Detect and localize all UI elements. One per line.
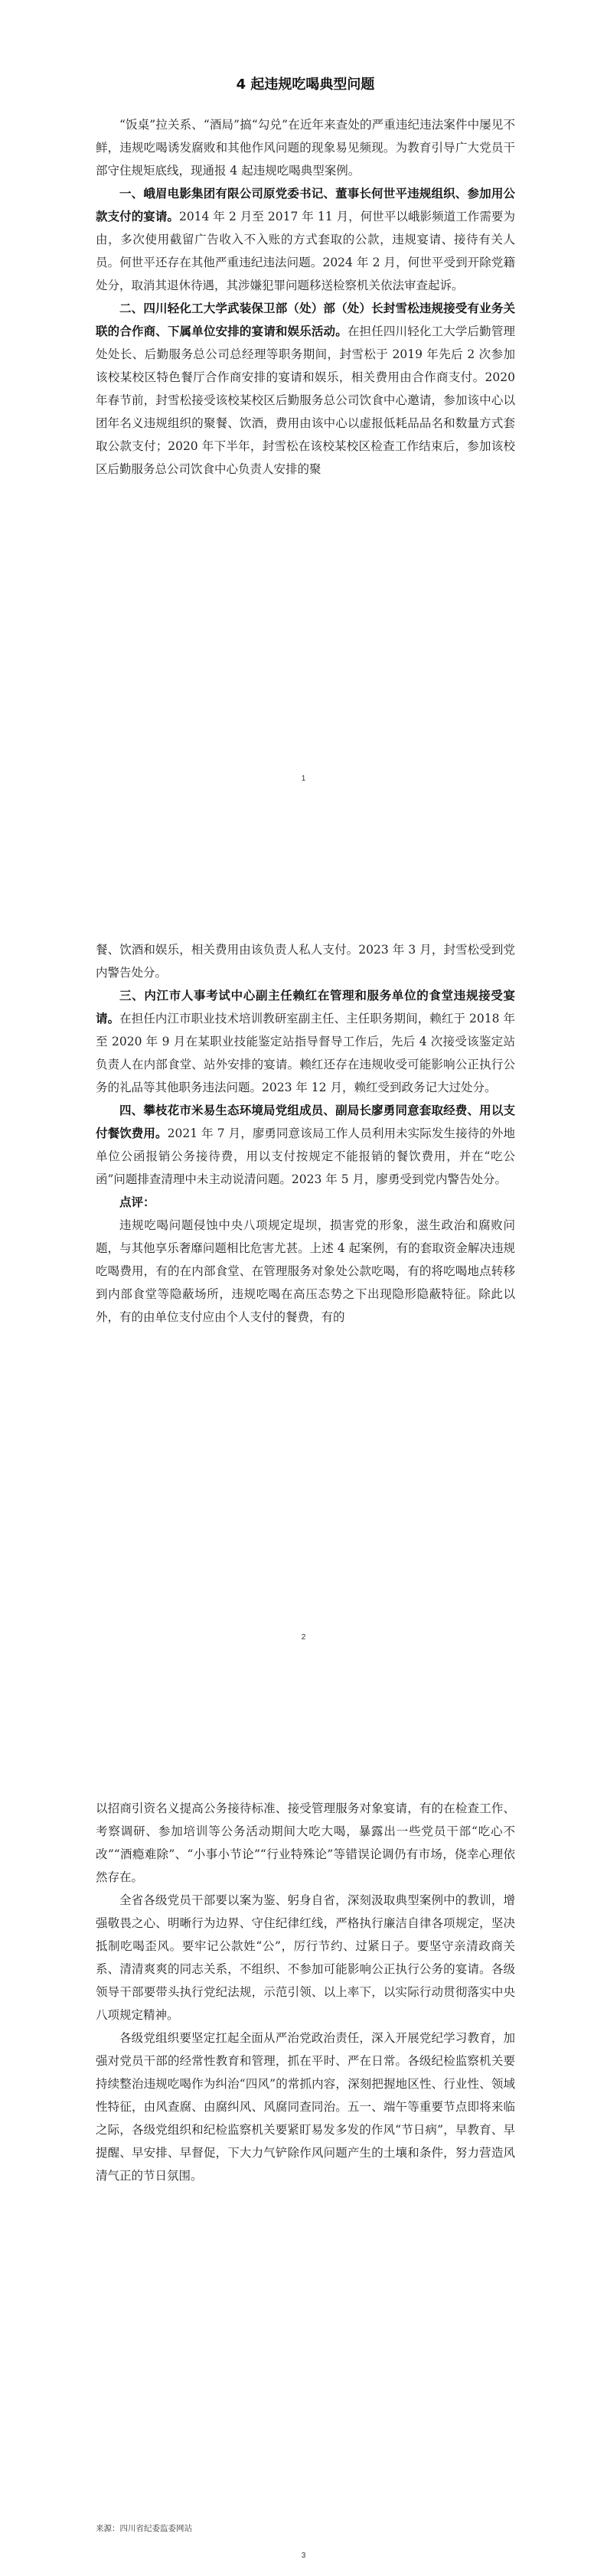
page-2-content xyxy=(96,938,515,1329)
case-2 xyxy=(96,297,515,481)
comment-paragraph-1-part1: 违规吃喝问题侵蚀中央八项规定堤坝，损害党的形象，滋生政治和腐败问题，与其他享乐奢靡问题相比危害尤甚。上述 4 起案例，有的套取资金解决违规吃喝费用，有的在内部食堂、在管理服务对象处公款吃喝，有的将吃喝地点转移到内部食堂等隐蔽场所，违规吃喝在高压态势之下出现隐形隐蔽特征。除此以外，有的由单位支付应由个人支付的餐费，有的 xyxy=(96,1218,515,1324)
case-4 xyxy=(96,1099,515,1191)
case-2-heading: 二、四川轻化工大学武装保卫部（处）部（处）长封雪松违规接受有业务关联的合作商、下属单位安排的宴请和娱乐活动。 xyxy=(96,302,515,338)
case-1-body: 2014 年 2 月至 2017 年 11 月，何世平以峨影频道工作需要为由，多次使用截留广告收入不入账的方式套取的公款，违规宴请、接待有关人员。何世平还存在其他严重违纪违法问题。2024 年 2 月，何世平受到开除党籍处分，取消其退休待遇，其涉嫌犯罪问题移送检察机关依法审查起诉。 xyxy=(96,210,515,292)
comment-label-line xyxy=(96,1191,515,1214)
comment-label: 点评： xyxy=(119,1195,155,1209)
case-2-body-part1: 在担任四川轻化工大学后勤管理处处长、后勤服务总公司总经理等职务期间，封雪松于 2019 年先后 2 次参加该校某校区特色餐厅合作商安排的宴请和娱乐，相关费用由合作商支付。2020 年春节前，封雪松接受该校某校区后勤服务总公司饮食中心邀请，参加该中心以团年名义违规组织的聚餐、饮酒，费用由该中心以虚报低耗品品名和数量方式套取公款支付；2020 年下半年，封雪松在该校某校区检查工作结束后，参加该校区后勤服务总公司饮食中心负责人安排的聚 xyxy=(96,324,515,476)
case-1-heading: 一、峨眉电影集团有限公司原党委书记、董事长何世平违规组织、参加用公款支付的宴请。 xyxy=(96,187,515,223)
case-3-body: 在担任内江市职业技术培训教研室副主任、主任职务期间，赖红于 2018 年至 2020 年 9 月在某职业技能鉴定站指导督导工作后，先后 4 次接受该鉴定站负责人在内部食堂、站外安排的宴请。赖红还存在违规收受可能影响公正执行公务的礼品等其他职务违法问题。2023 年 12 月，赖红受到政务记大过处分。 xyxy=(96,1012,515,1094)
document-title: 4 起违规吃喝典型问题 xyxy=(236,77,375,93)
case-4-heading: 四、攀枝花市米易生态环境局党组成员、副局长廖勇同意套取经费、用以支付餐饮费用。 xyxy=(96,1104,515,1140)
source-note: 来源：四川省纪委监委网站 xyxy=(96,2524,192,2533)
case-4-body: 2021 年 7 月，廖勇同意该局工作人员利用未实际发生接待的外地单位公函报销公务接待费，用以支付按规定不能报销的餐饮费用，并在“吃公函”问题排查清理中未主动说清问题。2023 年 5 月，廖勇受到党内警告处分。 xyxy=(96,1127,515,1186)
page-2 xyxy=(0,859,607,1717)
comment-paragraph-2: 全省各级党员干部要以案为鉴、躬身自省，深刻汲取典型案例中的教训，增强敬畏之心、明晰行为边界、守住纪律红线，严格执行廉洁自律各项规定，坚决抵制吃喝歪风。要牢记公款姓“公”，厉行节约、过紧日子。要坚守亲清政商关系、清清爽爽的同志关系，不组织、不参加可能影响公正执行公务的宴请。各级领导干部要带头执行党纪法规，示范引领、以上率下，以实际行动贯彻落实中央八项规定精神。 xyxy=(96,1893,515,2022)
comment-paragraph-3: 各级党组织要坚定扛起全面从严治党政治责任，深入开展党纪学习教育，加强对党员干部的经常性教育和管理，抓在平时、严在日常。各级纪检监察机关要持续整治违规吃喝作为纠治“四风”的常抓内容，深刻把握地区性、行业性、领域性特征，由风查腐、由腐纠风、风腐同查同治。五一、端午等重要节点即将来临之际，各级党组织和纪检监察机关要紧盯易发多发的作风“节日病”，早教育、早提醒、早安排、早督促，下大力气铲除作风问题产生的土壤和条件，努力营造风清气正的节日氛围。 xyxy=(96,2031,515,2183)
page-3 xyxy=(0,1717,607,2576)
case-3-heading: 三、内江市人事考试中心副主任赖红在管理和服务单位的食堂违规接受宴请。 xyxy=(96,989,515,1026)
comment-paragraph-1-part2: 以招商引资名义提高公务接待标准、接受管理服务对象宴请，有的在检查工作、考察调研、参加培训等公务活动期间大吃大喝，暴露出一些党员干部“吃心不改”“酒瘾难除”、“小事小节论”“行业特殊论”等错误论调仍有市场，侥幸心理依然存在。 xyxy=(96,1802,515,1884)
case-1 xyxy=(96,182,515,297)
page-3-content xyxy=(96,1797,515,2187)
case-3 xyxy=(96,984,515,1099)
page-number: 1 xyxy=(301,774,306,783)
page-1-content xyxy=(96,73,515,481)
page-number: 2 xyxy=(301,1633,306,1642)
page-number: 3 xyxy=(301,2552,306,2560)
page-1 xyxy=(0,0,607,859)
intro-paragraph: “饭桌”拉关系、“酒局”搞“勾兑”在近年来查处的严重违纪违法案件中屡见不鲜，违规吃喝诱发腐败和其他作风问题的现象易见频现。为教育引导广大党员干部守住规矩底线，现通报 4 起违规吃喝典型案例。 xyxy=(96,118,515,178)
case-2-body-part2: 餐、饮酒和娱乐，相关费用由该负责人私人支付。2023 年 3 月，封雪松受到党内警告处分。 xyxy=(96,943,515,980)
